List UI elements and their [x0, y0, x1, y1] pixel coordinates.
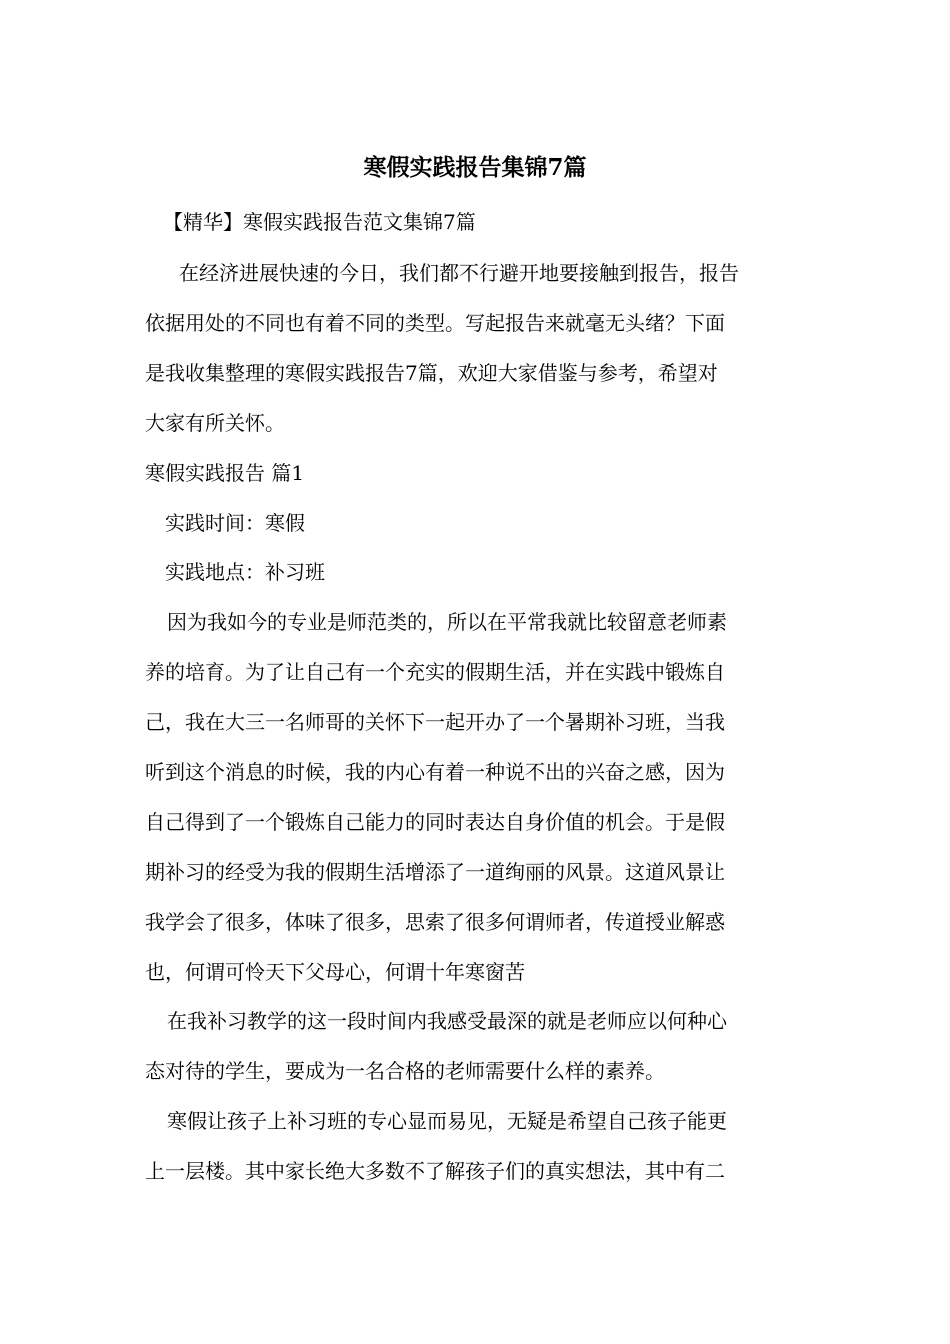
body-paragraph-1: [145, 597, 807, 997]
intro-line: 是我收集整理的寒假实践报告7篇，欢迎大家借鉴与参考，希望对: [145, 361, 718, 385]
para-line: 养的培育。为了让自己有一个充实的假期生活，并在实践中锻炼自: [145, 660, 725, 684]
document-subtitle: 【精华】寒假实践报告范文集锦7篇: [163, 210, 476, 234]
para-line: 上一层楼。其中家长绝大多数不了解孩子们的真实想法，其中有二: [145, 1159, 725, 1183]
body-paragraph-3: [145, 1096, 807, 1196]
body-paragraph-2: [145, 996, 807, 1096]
para-line: 己，我在大三一名师哥的关怀下一起开办了一个暑期补习班，当我: [145, 710, 725, 734]
para-line: 因为我如今的专业是师范类的，所以在平常我就比较留意老师素: [167, 610, 727, 634]
intro-paragraph: [145, 248, 807, 448]
para-line: 寒假让孩子上补习班的专心显而易见，无疑是希望自己孩子能更: [167, 1109, 727, 1133]
para-line: 态对待的学生，要成为一名合格的老师需要什么样的素养。: [145, 1059, 665, 1083]
intro-line: 大家有所关怀。: [145, 411, 285, 435]
para-line: 我学会了很多，体味了很多，思索了很多何谓师者，传道授业解惑: [145, 910, 725, 934]
document-title: 寒假实践报告集锦7篇: [363, 154, 587, 181]
para-line: 也，何谓可怜天下父母心，何谓十年寒窗苦: [145, 960, 525, 984]
section-heading: 寒假实践报告 篇1: [145, 461, 305, 485]
para-line: 期补习的经受为我的假期生活增添了一道绚丽的风景。这道风景让: [145, 860, 725, 884]
para-line: 自己得到了一个锻炼自己能力的同时表达自身价值的机会。于是假: [145, 810, 725, 834]
para-line: 在我补习教学的这一段时间内我感受最深的就是老师应以何种心: [167, 1009, 727, 1033]
para-line: 听到这个消息的时候，我的内心有着一种说不出的兴奋之感，因为: [145, 760, 725, 784]
intro-line: 在经济进展快速的今日，我们都不行避开地要接触到报告，报告: [159, 261, 739, 285]
practice-place: 实践地点：补习班: [165, 560, 325, 584]
intro-line: 依据用处的不同也有着不同的类型。写起报告来就毫无头绪？下面: [145, 311, 725, 335]
practice-time: 实践时间：寒假: [165, 511, 305, 535]
